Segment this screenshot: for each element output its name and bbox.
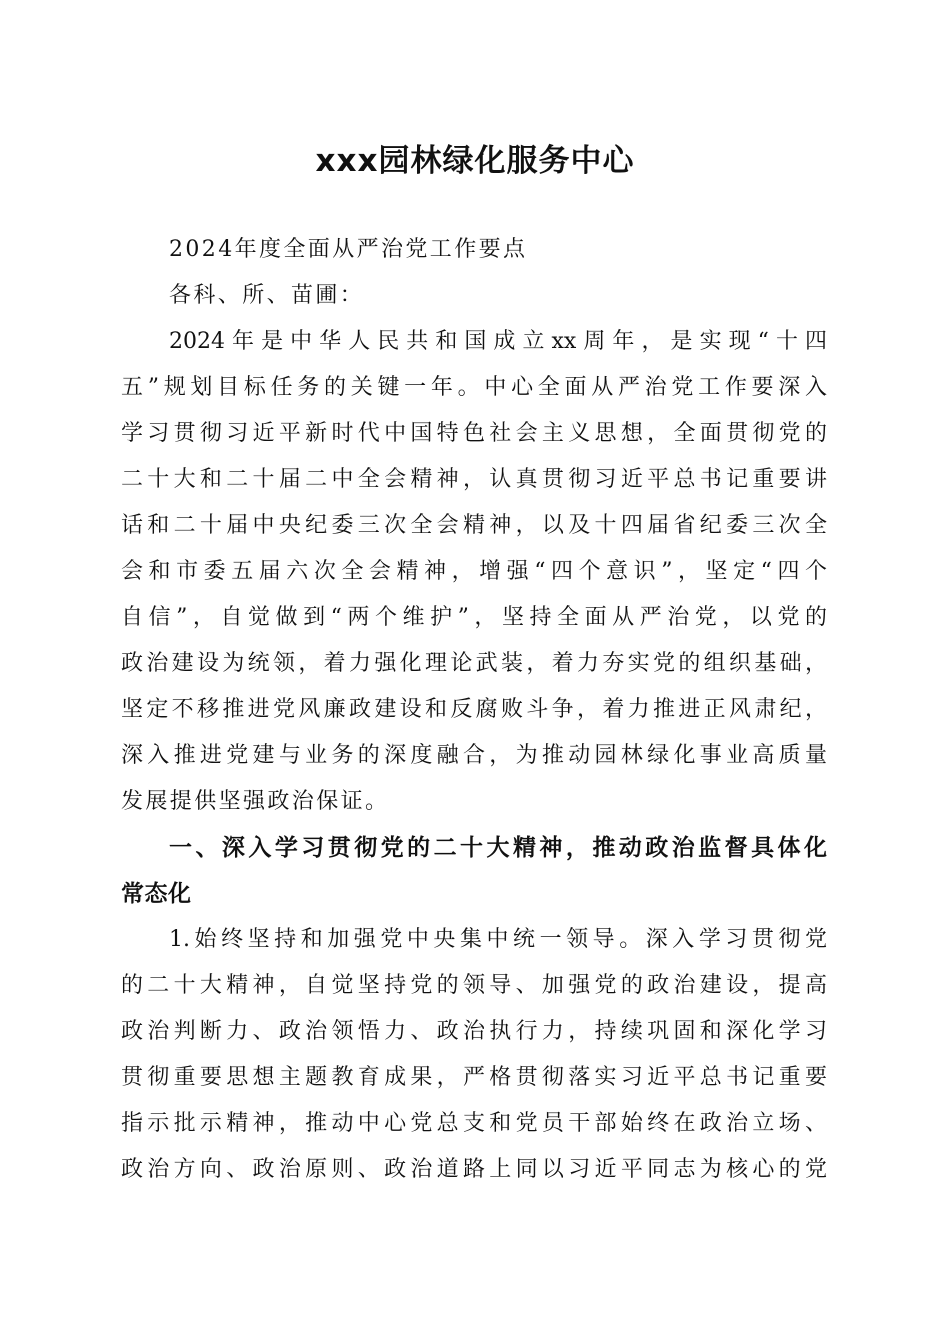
paragraph-line: 发展提供坚强政治保证。 — [121, 789, 390, 814]
paragraph-line: 五”规划目标任务的关键一年。中心全面从严治党工作要深入 — [121, 375, 827, 400]
document-title: xxx园林绿化服务中心 — [315, 143, 635, 179]
document-subtitle: 2024年度全面从严治党工作要点 — [169, 237, 528, 262]
heading-line: 一、深入学习贯彻党的二十大精神，推动政治监督具体化 — [169, 835, 827, 861]
heading-line: 常态化 — [121, 881, 192, 907]
paragraph-line: 二十大和二十届二中全会精神，认真贯彻习近平总书记重要讲 — [121, 467, 827, 492]
paragraph-line: 会和市委五届六次全会精神，增强“四个意识”，坚定“四个 — [121, 559, 827, 584]
paragraph-line: 2024年是中华人民共和国成立xx周年，是实现“十四 — [169, 329, 827, 354]
paragraph-line: 话和二十届中央纪委三次全会精神，以及十四届省纪委三次全 — [121, 513, 827, 538]
paragraph-line: 自信”，自觉做到“两个维护”，坚持全面从严治党，以党的 — [121, 605, 827, 630]
paragraph-line: 坚定不移推进党风廉政建设和反腐败斗争，着力推进正风肃纪， — [121, 697, 827, 722]
paragraph-line: 学习贯彻习近平新时代中国特色社会主义思想，全面贯彻党的 — [121, 421, 827, 446]
paragraph-line: 指示批示精神，推动中心党总支和党员干部始终在政治立场、 — [121, 1111, 827, 1136]
paragraph-line: 1.始终坚持和加强党中央集中统一领导。深入学习贯彻党 — [169, 927, 827, 952]
salutation: 各科、所、苗圃： — [169, 283, 365, 308]
document-body — [121, 227, 827, 1193]
paragraph-line: 政治方向、政治原则、政治道路上同以习近平同志为核心的党 — [121, 1157, 827, 1182]
paragraph-line: 政治判断力、政治领悟力、政治执行力，持续巩固和深化学习 — [121, 1019, 827, 1044]
intro-paragraph — [121, 319, 827, 825]
section-heading — [121, 825, 827, 917]
paragraph-line: 贯彻重要思想主题教育成果，严格贯彻落实习近平总书记重要 — [121, 1065, 827, 1090]
paragraph-line: 深入推进党建与业务的深度融合，为推动园林绿化事业高质量 — [121, 743, 827, 768]
paragraph-line: 的二十大精神，自觉坚持党的领导、加强党的政治建设，提高 — [121, 973, 827, 998]
item-paragraph — [121, 917, 827, 1193]
paragraph-line: 政治建设为统领，着力强化理论武装，着力夯实党的组织基础， — [121, 651, 827, 676]
